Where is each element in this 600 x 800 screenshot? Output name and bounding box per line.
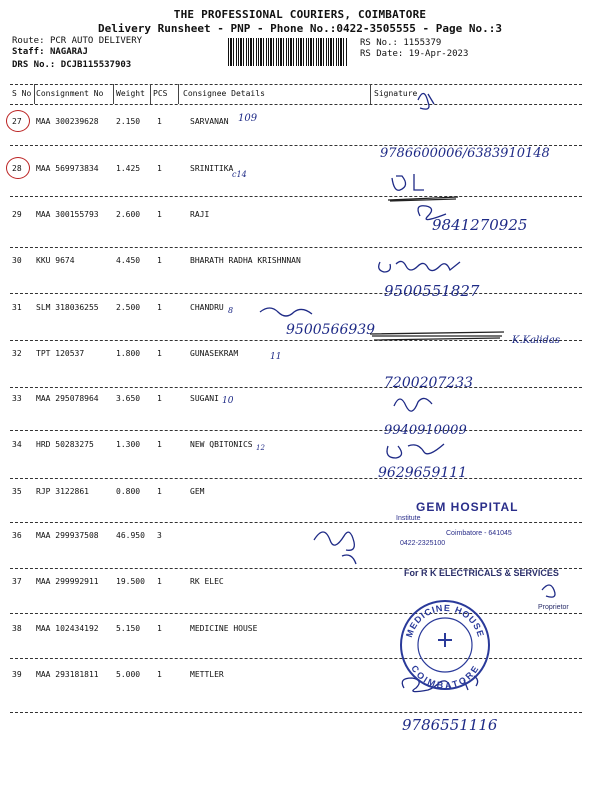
row-weight: 0.800	[116, 487, 141, 496]
signature-mark	[392, 174, 424, 190]
row-consignee: MEDICINE HOUSE	[190, 624, 258, 633]
gem-stamp-name: GEM HOSPITAL	[416, 500, 519, 514]
row-pcs: 1	[157, 624, 162, 633]
staff-label: Staff:	[12, 47, 45, 57]
svg-text:COIMBATORE	[409, 664, 481, 691]
row-sno: 38	[12, 624, 22, 633]
signature-mark	[387, 444, 444, 458]
row-consignee: GUNASEKRAM	[190, 349, 239, 358]
signature-mark	[379, 261, 460, 272]
row-weight: 3.650	[116, 394, 141, 403]
rk-stamp-sign: Proprietor	[538, 604, 569, 611]
signature-mark	[314, 532, 356, 564]
row-pcs: 1	[157, 349, 162, 358]
row-weight: 1.425	[116, 164, 141, 173]
hand-note: 12	[256, 444, 265, 452]
row-weight: 1.800	[116, 349, 141, 358]
rs-no-label: RS No.:	[360, 38, 398, 48]
medicine-house-stamp	[398, 598, 492, 692]
hand-phone: 9629659111	[378, 465, 468, 481]
row-consignment: KKU 9674	[36, 256, 75, 265]
runsheet-title: Delivery Runsheet - PNP - Phone No.:0422-3505555 - Page No.:3	[98, 22, 502, 35]
signature-mark	[418, 93, 434, 109]
signature-mark	[542, 585, 555, 597]
col-sno: S No	[12, 89, 32, 98]
row-consignment: MAA 299937508	[36, 531, 99, 540]
signature-mark	[370, 332, 504, 340]
row-weight: 5.000	[116, 670, 141, 679]
signature-mark	[260, 308, 312, 316]
staff-value: NAGARAJ	[49, 47, 88, 57]
hand-phone: 9500551827	[384, 282, 480, 300]
row-pcs: 1	[157, 210, 162, 219]
hand-phone: 9786600006/6383910148	[380, 146, 550, 161]
row-consignee: BHARATH RADHA KRISHNNAN	[190, 256, 301, 265]
row-consignment: MAA 300239628	[36, 117, 99, 126]
med-stamp-bottom: COIMBATORE	[409, 663, 481, 691]
row-consignment: MAA 293181811	[36, 670, 99, 679]
row-sno: 27	[12, 117, 22, 126]
row-weight: 19.500	[116, 577, 145, 586]
row-consignment: SLM 318036255	[36, 303, 99, 312]
signature-mark	[418, 206, 446, 220]
signature-mark	[388, 197, 458, 201]
hand-note: c14	[232, 170, 247, 179]
row-sno: 28	[12, 164, 22, 173]
route-value: PCR AUTO DELIVERY	[49, 36, 143, 46]
row-consignment: MAA 299992911	[36, 577, 99, 586]
rs-no-value: 1155379	[403, 38, 442, 48]
row-consignee: SRINITIKA	[190, 164, 234, 173]
row-consignment: HRD 50283275	[36, 440, 94, 449]
col-pcs: PCS	[153, 89, 168, 98]
rk-stamp: For R K ELECTRICALS & SERVICES	[404, 568, 559, 578]
gem-stamp-city: Coimbatore - 641045	[446, 530, 512, 537]
row-pcs: 1	[157, 303, 162, 312]
drs-value: DCJB115537903	[60, 60, 132, 70]
row-consignee: NEW QBITONICS	[190, 440, 253, 449]
hand-signature: K.Kalidas	[512, 335, 560, 346]
company-title: THE PROFESSIONAL COURIERS, COIMBATORE	[173, 8, 427, 21]
row-sno: 34	[12, 440, 22, 449]
row-sno: 30	[12, 256, 22, 265]
row-weight: 2.500	[116, 303, 141, 312]
row-pcs: 1	[157, 577, 162, 586]
row-pcs: 3	[157, 531, 162, 540]
row-weight: 2.600	[116, 210, 141, 219]
row-sno: 36	[12, 531, 22, 540]
row-consignee: SARVANAN	[190, 117, 229, 126]
row-consignee: METTLER	[190, 670, 224, 679]
row-pcs: 1	[157, 256, 162, 265]
row-sno: 39	[12, 670, 22, 679]
row-sno: 32	[12, 349, 22, 358]
row-weight: 5.150	[116, 624, 141, 633]
row-weight: 46.950	[116, 531, 145, 540]
row-consignment: MAA 300155793	[36, 210, 99, 219]
row-consignee: GEM	[190, 487, 205, 496]
med-stamp-top: MEDICINE HOUSE	[403, 602, 487, 639]
gem-stamp-sub: Institute	[396, 515, 421, 522]
col-consignment: Consignment No	[36, 89, 104, 98]
row-sno: 29	[12, 210, 22, 219]
route-label: Route:	[12, 36, 45, 46]
col-weight: Weight	[116, 89, 145, 98]
row-weight: 2.150	[116, 117, 141, 126]
hand-note: 11	[270, 352, 282, 362]
row-pcs: 1	[157, 394, 162, 403]
signature-mark	[394, 398, 432, 411]
drs-label: DRS No.:	[12, 60, 56, 70]
row-sno: 37	[12, 577, 22, 586]
row-consignment: MAA 569973834	[36, 164, 99, 173]
row-sno: 33	[12, 394, 22, 403]
hand-phone: 7200207233	[384, 375, 474, 391]
hand-phone: 9786551116	[402, 716, 498, 734]
row-weight: 4.450	[116, 256, 141, 265]
row-consignment: MAA 295078964	[36, 394, 99, 403]
row-pcs: 1	[157, 164, 162, 173]
row-consignment: RJP 3122861	[36, 487, 89, 496]
col-signature: Signature	[374, 89, 418, 98]
row-pcs: 1	[157, 487, 162, 496]
row-consignee: CHANDRU	[190, 303, 224, 312]
hand-note: 10	[222, 396, 234, 406]
gem-stamp-phone: 0422-2325100	[400, 540, 446, 547]
row-consignment: MAA 102434192	[36, 624, 99, 633]
rs-date-label: RS Date:	[360, 49, 404, 59]
row-sno: 35	[12, 487, 22, 496]
row-pcs: 1	[157, 440, 162, 449]
row-pcs: 1	[157, 117, 162, 126]
hand-phone: 9841270925	[432, 216, 528, 234]
col-consignee: Consignee Details	[183, 89, 265, 98]
row-pcs: 1	[157, 670, 162, 679]
row-consignee: SUGANI	[190, 394, 219, 403]
hand-note: 109	[238, 113, 258, 124]
rs-date-value: 19-Apr-2023	[408, 49, 469, 59]
hand-note: 8	[228, 306, 234, 315]
row-consignment: TPT 120537	[36, 349, 85, 358]
row-consignee: RAJI	[190, 210, 210, 219]
row-sno: 31	[12, 303, 22, 312]
hand-phone: 9500566939	[286, 322, 376, 338]
row-weight: 1.300	[116, 440, 141, 449]
hand-phone: 9940910009	[384, 423, 467, 438]
row-consignee: RK ELEC	[190, 577, 224, 586]
